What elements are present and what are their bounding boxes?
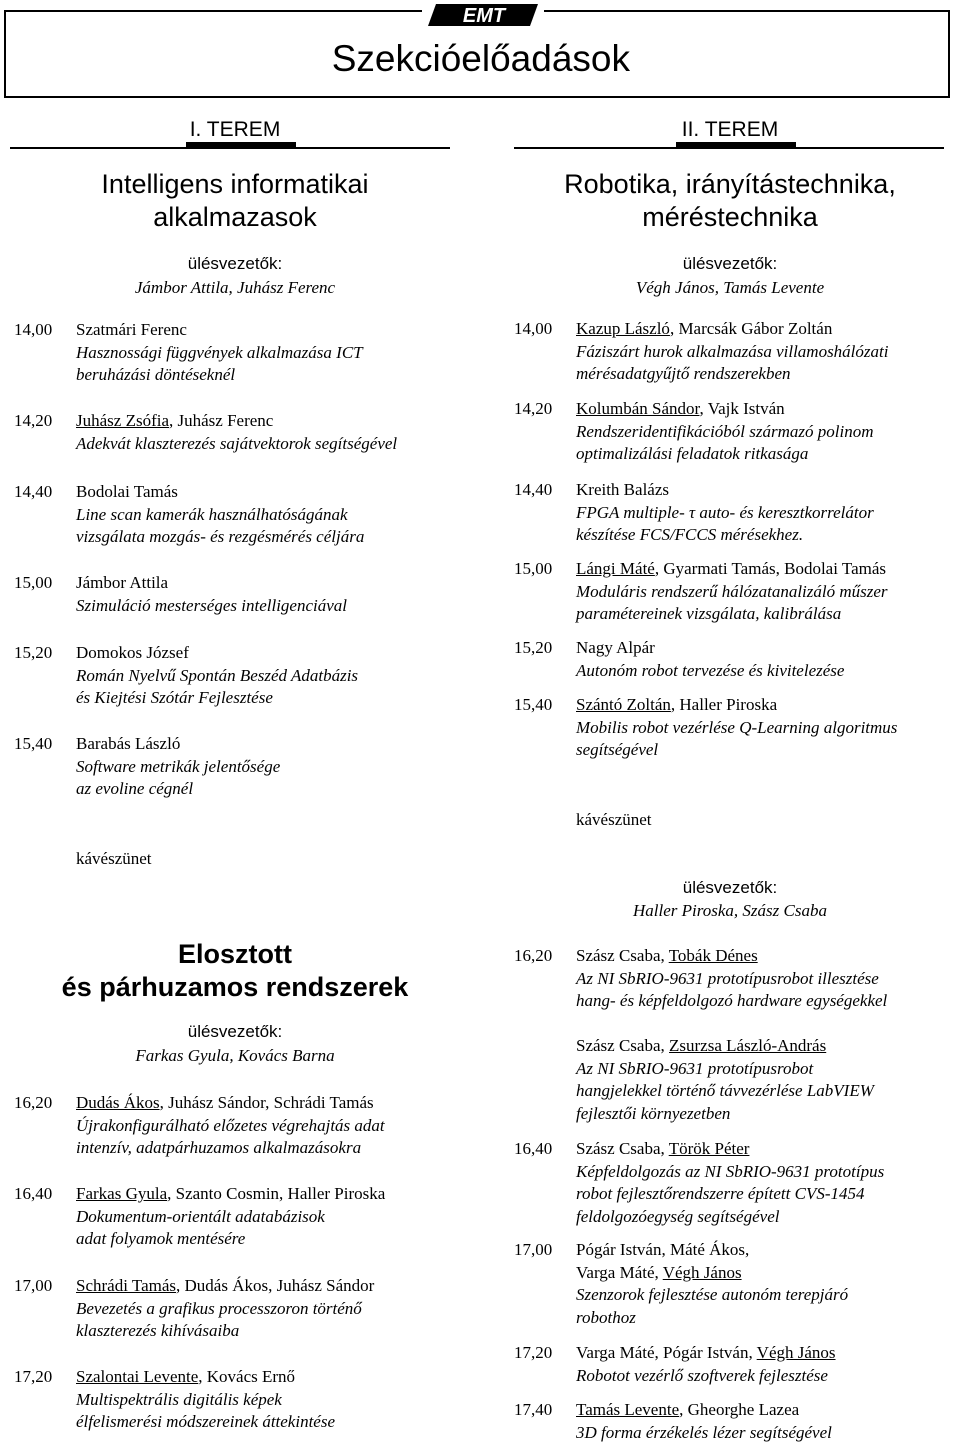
talk-time: 15,20 [514, 638, 553, 657]
room-divider [10, 147, 450, 149]
talk-time: 14,00 [514, 319, 553, 338]
talk-title: Az NI SbRIO-9631 prototípusrobot [576, 1058, 814, 1078]
talk-authors: Nagy Alpár [576, 638, 655, 657]
talk-time: 14,40 [514, 480, 553, 499]
chair-names: Jámbor Attila, Juhász Ferenc [134, 278, 336, 297]
talk-title: Adekvát klaszterezés sajátvektorok segítségével [76, 433, 398, 453]
talk-time: 15,20 [14, 643, 53, 662]
section-title: Elosztott és párhuzamos rendszerek [61, 939, 409, 1002]
talk-authors: Kazup László, Marcsák Gábor Zoltán [576, 319, 833, 338]
talk-time: 17,00 [514, 1240, 553, 1259]
talk-authors: Barabás László [76, 734, 181, 753]
talk-authors: Farkas Gyula, Szanto Cosmin, Haller Piroska [76, 1184, 386, 1203]
talk-authors: Tamás Levente, Gheorghe Lazea [576, 1400, 800, 1419]
talk-title: Software metrikák jelentősége [76, 756, 281, 776]
talk-title: Rendszeridentifikációból származó polinom [576, 421, 874, 441]
talk-title: segítségével [576, 740, 659, 759]
talk-authors: Szász Csaba, Zsurzsa László-András [576, 1036, 827, 1055]
talk-title: FPGA multiple- τ auto- és keresztkorrelátor [576, 502, 874, 522]
chair-label: ülésvezetők: [682, 878, 778, 897]
talk-title: Képfeldolgozás az NI SbRIO-9631 prototípus [576, 1161, 885, 1181]
chair-names: Farkas Gyula, Kovács Barna [135, 1046, 335, 1065]
talk-title: hangjelekkel történő távvezérlése LabVIEW [576, 1081, 874, 1100]
talk-title: Dokumentum-orientált adatabázisok [76, 1206, 325, 1226]
talk-time: 17,20 [14, 1367, 53, 1386]
talk-authors: Varga Máté, Pógár István, Végh János [576, 1343, 836, 1362]
talk-authors: Jámbor Attila [76, 573, 169, 592]
talk-time: 16,20 [14, 1093, 53, 1112]
talk-time: 17,40 [514, 1400, 553, 1419]
talk-title: paramétereinek vizsgálata, kalibrálása [576, 604, 842, 623]
chair-label: ülésvezetők: [187, 254, 283, 273]
talk-title: Fáziszárt hurok alkalmazása villamoshálózati [576, 341, 889, 361]
talk-title: beruházási döntéseknél [76, 365, 236, 384]
talk-time: 16,40 [514, 1139, 553, 1158]
talk-authors: Szatmári Ferenc [76, 320, 187, 339]
talk-title: élfelismerési módszereinek áttekintése [76, 1412, 336, 1431]
talk-authors: Schrádi Tamás, Dudás Ákos, Juhász Sándor [76, 1276, 375, 1295]
talk-title: vizsgálata mozgás- és rezgésmérés céljára [76, 527, 365, 546]
talk-authors: Domokos József [76, 643, 189, 662]
talk-title: Mobilis robot vezérlése Q-Learning algoritmus [576, 717, 898, 737]
talk-title: Multispektrális digitális képek [76, 1389, 282, 1409]
talk-title: feldolgozóegység segítségével [576, 1206, 780, 1226]
room-divider [514, 147, 944, 149]
section-title: Intelligens informatikai alkalmazasok [101, 169, 369, 232]
talk-authors: Pógár István, Máté Ákos, Varga Máté, Végh János [576, 1240, 750, 1282]
talk-time: 14,40 [14, 482, 53, 501]
talk-title: Szimuláció mesterséges intelligenciával [76, 595, 347, 615]
talk-title: Az NI SbRIO-9631 prototípusrobot illesztése [576, 968, 879, 988]
talk-time: 15,00 [14, 573, 53, 592]
talk-authors: Juhász Zsófia, Juhász Ferenc [76, 411, 274, 430]
header-rule-left [4, 10, 422, 12]
talk-time: 14,00 [14, 320, 53, 339]
talk-title: Román Nyelvű Spontán Beszéd Adatbázis [76, 665, 359, 685]
talk-title: mérésadatgyűjtő rendszerekben [576, 364, 791, 383]
talk-time: 15,40 [14, 734, 53, 753]
room-label: I. TEREM [189, 118, 281, 141]
talk-title: 3D forma érzékelés lézer segítségével [576, 1422, 832, 1442]
talk-authors: Szántó Zoltán, Haller Piroska [576, 695, 778, 714]
page-title: Szekcióelőadások [331, 38, 630, 79]
chair-names: Haller Piroska, Szász Csaba [633, 901, 827, 920]
talk-authors: Bodolai Tamás [76, 482, 178, 501]
talk-title: Line scan kamerák használhatóságának [76, 504, 348, 524]
section-title: Robotika, irányítástechnika, méréstechnika [564, 169, 896, 232]
talk-title: Újrakonfigurálható előzetes végrehajtás adat [76, 1115, 385, 1135]
talk-time: 14,20 [14, 411, 53, 430]
logo-text: EMT [462, 5, 506, 27]
talk-title: hang- és képfeldolgozó hardware egységekkel [576, 991, 888, 1010]
talk-time: 15,00 [514, 559, 553, 578]
talk-title: Autonóm robot tervezése és kivitelezése [576, 660, 845, 680]
talk-authors: Szász Csaba, Török Péter [576, 1139, 750, 1158]
talk-title: Hasznossági függvények alkalmazása ICT [76, 342, 363, 362]
talk-title: fejlesztői környezetben [576, 1103, 731, 1123]
talk-title: adat folyamok mentésére [76, 1229, 246, 1248]
talk-authors: Szalontai Levente, Kovács Ernő [76, 1367, 296, 1386]
talk-time: 16,40 [14, 1184, 53, 1203]
chair-label: ülésvezetők: [187, 1022, 283, 1041]
talk-title: Bevezetés a grafikus processzoron történő [76, 1298, 362, 1318]
talk-time: 17,00 [14, 1276, 53, 1295]
talk-title: klaszterezés kihívásaiba [76, 1321, 240, 1340]
talk-authors: Lángi Máté, Gyarmati Tamás, Bodolai Tamás [576, 559, 887, 578]
talk-title: robothoz [576, 1307, 636, 1327]
talk-title: készítése FCS/FCCS mérésekhez. [576, 525, 804, 544]
talk-authors: Szász Csaba, Tobák Dénes [576, 946, 758, 965]
talk-title: intenzív, adatpárhuzamos alkalmazásokra [76, 1138, 362, 1157]
talk-title: Robotot vezérlő szoftverek fejlesztése [576, 1365, 828, 1385]
talk-title: robot fejlesztőrendszerre épített CVS-1454 [576, 1184, 865, 1203]
emt-logo [428, 2, 540, 28]
talk-time: 15,40 [514, 695, 553, 714]
talk-title: az evoline cégnél [76, 779, 194, 798]
chair-names: Végh János, Tamás Levente [635, 278, 825, 297]
talk-time: 17,20 [514, 1343, 553, 1362]
talk-authors: Kreith Balázs [576, 480, 669, 499]
chair-label: ülésvezetők: [682, 254, 778, 273]
talk-authors: Kolumbán Sándor, Vajk István [576, 399, 785, 418]
talk-title: Szenzorok fejlesztése autonóm terepjáró [576, 1285, 849, 1304]
talk-title: Moduláris rendszerű hálózatanalizáló műszer [576, 581, 888, 601]
talk-authors: Dudás Ákos, Juhász Sándor, Schrádi Tamás [76, 1093, 374, 1112]
room-label: II. TEREM [681, 118, 779, 141]
talk-title: optimalizálási feladatok ritkasága [576, 444, 809, 463]
coffee-break: kávészünet [76, 849, 152, 868]
talk-time: 14,20 [514, 399, 553, 418]
talk-title: és Kiejtési Szótár Fejlesztése [76, 688, 273, 707]
talk-time: 16,20 [514, 946, 553, 965]
header-rule-right [544, 10, 950, 12]
coffee-break: kávészünet [576, 810, 652, 829]
